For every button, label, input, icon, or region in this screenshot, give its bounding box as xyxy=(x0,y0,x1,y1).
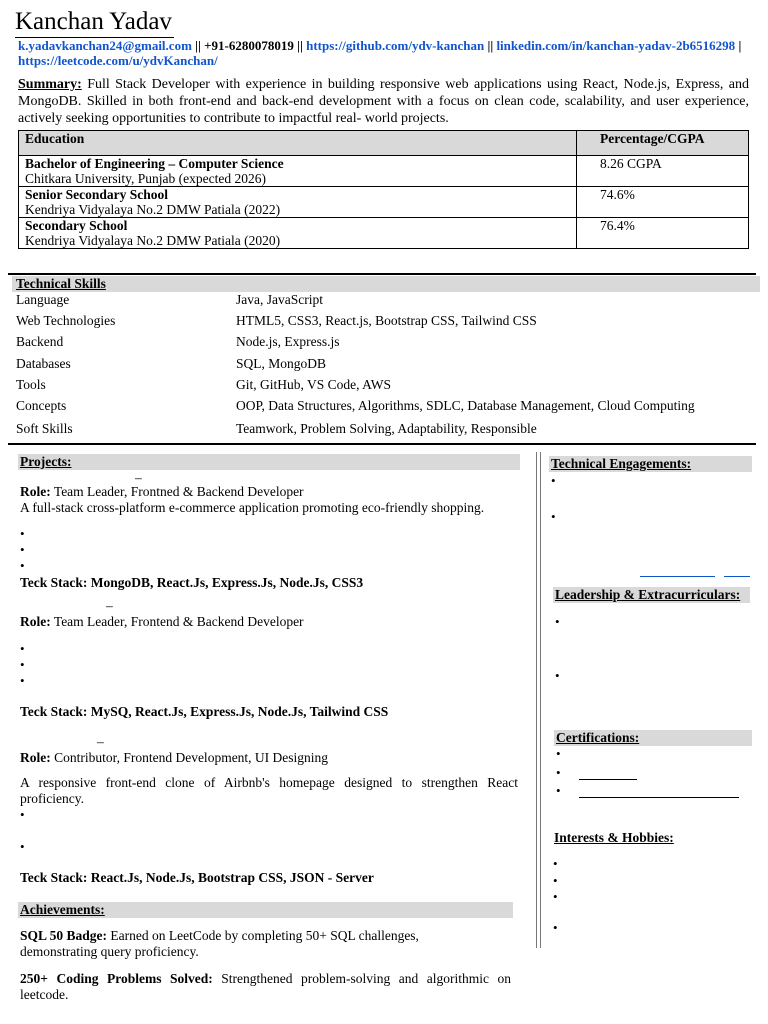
project-role: Role: Contributor, Frontend Development, UI Designing xyxy=(20,750,329,765)
divider xyxy=(8,443,756,445)
bullet: • xyxy=(20,641,25,656)
score: 76.4% xyxy=(577,218,749,249)
bullet: • xyxy=(20,558,25,573)
column-divider xyxy=(540,452,541,948)
education-table xyxy=(18,130,749,249)
table-row xyxy=(19,187,749,218)
summary-text: Full Stack Developer with experience in building responsive web applications using React, Node.js, Express, and MongoDB. Skilled in both front-end and back-end development with a focus on clean code, scalability, and user experience, actively seeking opportunities to contribute to impactful real- world projects. xyxy=(18,77,749,126)
score-header: Percentage/CGPA xyxy=(577,131,749,156)
bullet: • xyxy=(555,614,560,629)
projects-title: Projects: xyxy=(18,454,520,470)
bullet: • xyxy=(556,783,561,798)
bullet: • xyxy=(553,873,558,888)
project-stack: Teck Stack: MongoDB, React.Js, Express.Js, Node.Js, CSS3 xyxy=(20,575,364,590)
project-description: A full-stack cross-platform e-commerce application promoting eco-friendly shopping. xyxy=(20,500,485,515)
dash: – xyxy=(97,734,104,749)
skill-value: SQL, MongoDB xyxy=(236,356,327,371)
table-row xyxy=(19,218,749,249)
bullet: • xyxy=(20,807,25,822)
bullet: • xyxy=(20,657,25,672)
degree: Secondary School xyxy=(25,218,128,233)
degree: Senior Secondary School xyxy=(25,187,169,202)
skill-key: Language xyxy=(16,292,70,307)
phone-number: +91-6280078019 xyxy=(204,38,294,53)
bullet: • xyxy=(20,673,25,688)
skill-row xyxy=(16,334,756,355)
separator: | xyxy=(738,38,742,53)
interests-title: Interests & Hobbies: xyxy=(554,830,674,845)
candidate-name: Kanchan Yadav xyxy=(15,7,174,38)
skill-row xyxy=(16,377,756,398)
column-divider xyxy=(536,452,537,948)
bullet: • xyxy=(20,526,25,541)
skill-key: Soft Skills xyxy=(16,421,73,436)
skill-value: OOP, Data Structures, Algorithms, SDLC, Database Management, Cloud Computing xyxy=(236,398,695,413)
dash: – xyxy=(135,470,142,485)
separator: || xyxy=(487,38,494,53)
skill-key: Backend xyxy=(16,334,64,349)
skill-value: HTML5, CSS3, React.js, Bootstrap CSS, Tailwind CSS xyxy=(236,313,537,328)
bullet: • xyxy=(551,473,556,488)
achievement-item: SQL 50 Badge: Earned on LeetCode by completing 50+ SQL challenges, demonstrating query proficiency. xyxy=(20,928,419,959)
project-stack: Teck Stack: MySQ, React.Js, Express.Js, Node.Js, Tailwind CSS xyxy=(20,704,389,719)
skills-title: Technical Skills xyxy=(12,276,760,292)
dash: – xyxy=(106,598,113,613)
bullet: • xyxy=(551,509,556,524)
skill-row xyxy=(16,313,756,334)
separator: || xyxy=(195,38,201,53)
skill-key: Web Technologies xyxy=(16,313,116,328)
achievement-item: 250+ Coding Problems Solved: Strengthened problem-solving and algorithmic on leetcode. xyxy=(20,971,512,1002)
skill-value: Git, GitHub, VS Code, AWS xyxy=(236,377,392,392)
bullet: • xyxy=(555,668,560,683)
bullet: • xyxy=(556,746,561,761)
skill-key: Tools xyxy=(16,377,46,392)
degree: Bachelor of Engineering – Computer Science xyxy=(25,156,284,171)
link-underline[interactable] xyxy=(640,576,715,577)
link-underline[interactable] xyxy=(579,797,739,798)
score: 8.26 CGPA xyxy=(577,156,749,187)
skill-key: Concepts xyxy=(16,398,67,413)
skill-value: Java, JavaScript xyxy=(236,292,323,307)
bullet: • xyxy=(556,765,561,780)
bullet: • xyxy=(553,920,558,935)
institute: Kendriya Vidyalaya No.2 DMW Patiala (2020) xyxy=(25,233,281,248)
summary-label: Summary: xyxy=(18,77,82,92)
project-role: Role: Team Leader, Frontned & Backend Developer xyxy=(20,484,304,499)
project-role: Role: Team Leader, Frontend & Backend Developer xyxy=(20,614,304,629)
divider xyxy=(8,273,756,275)
project-stack: Teck Stack: React.Js, Node.Js, Bootstrap CSS, JSON - Server xyxy=(20,870,374,885)
leetcode-link[interactable]: https://leetcode.com/u/ydvKanchan/ xyxy=(18,53,218,68)
github-link[interactable]: https://github.com/ydv-kanchan xyxy=(306,38,485,53)
skill-row xyxy=(16,356,756,377)
achievements-title: Achievements: xyxy=(18,902,513,918)
link-underline[interactable] xyxy=(579,779,637,780)
table-row xyxy=(19,156,749,187)
separator: || xyxy=(297,38,303,53)
institute: Chitkara University, Punjab (expected 2026) xyxy=(25,171,266,186)
summary xyxy=(18,76,749,127)
project-description: A responsive front-end clone of Airbnb's homepage designed to strengthen React proficiency. xyxy=(20,775,518,806)
leadership-title: Leadership & Extracurriculars: xyxy=(553,587,750,603)
score: 74.6% xyxy=(577,187,749,218)
engagements-title: Technical Engagements: xyxy=(549,456,752,472)
certifications-title: Certifications: xyxy=(554,730,752,746)
skill-key: Databases xyxy=(16,356,71,371)
skill-value: Node.js, Express.js xyxy=(236,334,340,349)
skill-row xyxy=(16,398,756,419)
email-link[interactable]: k.yadavkanchan24@gmail.com xyxy=(18,38,192,53)
institute: Kendriya Vidyalaya No.2 DMW Patiala (2022) xyxy=(25,202,281,217)
bullet: • xyxy=(553,889,558,904)
link-underline[interactable] xyxy=(724,576,750,577)
bullet: • xyxy=(553,856,558,871)
skill-value: Teamwork, Problem Solving, Adaptability, Responsible xyxy=(236,421,537,436)
linkedin-link[interactable]: linkedin.com/in/kanchan-yadav-2b6516298 xyxy=(496,38,736,53)
skill-row xyxy=(16,421,756,442)
bullet: • xyxy=(20,542,25,557)
skill-row xyxy=(16,292,756,313)
bullet: • xyxy=(20,839,25,854)
education-header: Education xyxy=(19,131,577,156)
contact-line xyxy=(18,38,753,68)
